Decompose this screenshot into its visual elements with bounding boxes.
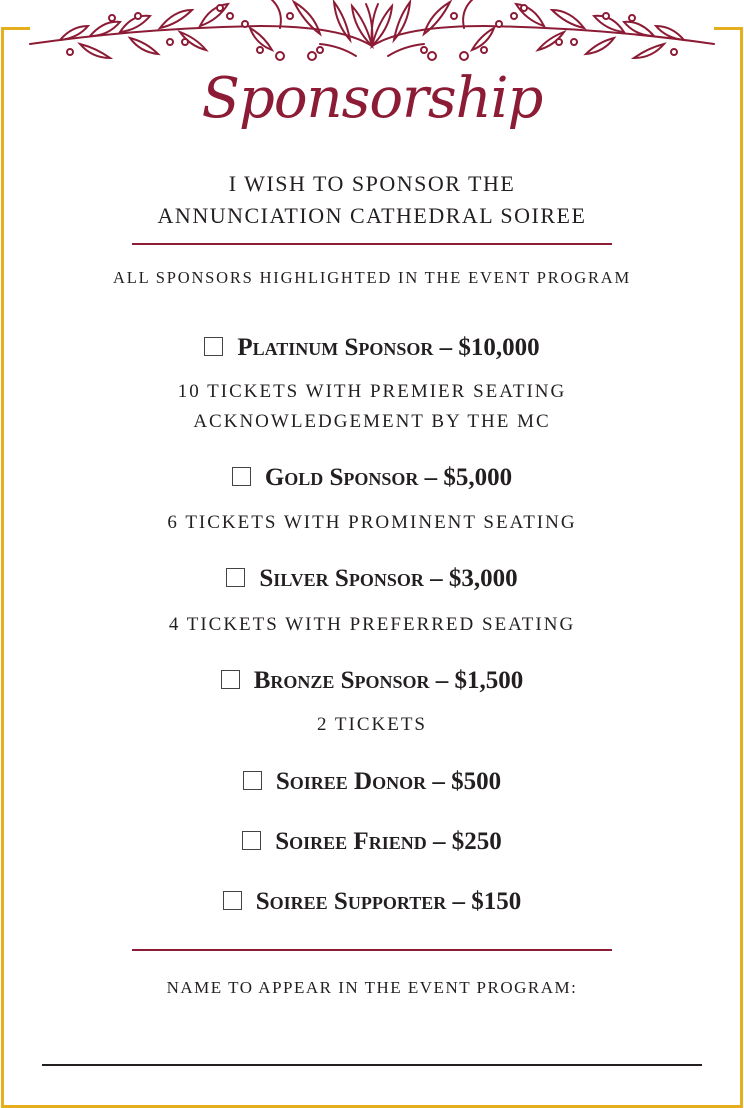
description-line: ACKNOWLEDGEMENT BY THE MC (193, 411, 551, 432)
tier-silver[interactable] (0, 565, 744, 593)
checkbox[interactable] (242, 831, 261, 850)
tier-platinum[interactable] (0, 334, 744, 362)
tier-donor[interactable] (0, 768, 744, 796)
checkbox[interactable] (243, 771, 262, 790)
tier-gold[interactable] (0, 464, 744, 492)
name-field-label: NAME TO APPEAR IN THE EVENT PROGRAM: (166, 978, 578, 997)
tier-label: Soiree Friend – $250 (275, 828, 502, 855)
checkbox[interactable] (226, 568, 245, 587)
tier-label: Bronze Sponsor – $1,500 (253, 667, 524, 694)
tier-friend[interactable] (0, 828, 744, 856)
checkbox[interactable] (204, 337, 223, 356)
description-line: 10 TICKETS WITH PREMIER SEATING (177, 381, 567, 402)
tier-supporter[interactable] (0, 888, 744, 916)
page-title: Sponsorship (201, 66, 543, 131)
tier-gold-description: 6 TICKETS WITH PROMINENT SEATING (167, 512, 577, 533)
tier-label: Platinum Sponsor – $10,000 (237, 334, 540, 361)
tier-bronze[interactable] (0, 667, 744, 695)
checkbox[interactable] (221, 670, 240, 689)
divider-top (132, 243, 612, 245)
tier-label: Soiree Donor – $500 (275, 768, 502, 795)
tier-silver-description: 4 TICKETS WITH PREFERRED SEATING (168, 614, 576, 635)
garland-ornament-icon (20, 0, 724, 66)
tier-label: Soiree Supporter – $150 (255, 888, 522, 915)
checkbox[interactable] (223, 891, 242, 910)
checkbox[interactable] (232, 467, 251, 486)
tier-platinum-description (0, 377, 744, 437)
intro-text (0, 168, 744, 232)
intro-line-1: I WISH TO SPONSOR THE (228, 171, 516, 196)
divider-bottom (132, 949, 612, 951)
sponsors-note: ALL SPONSORS HIGHLIGHTED IN THE EVENT PROGRAM (113, 268, 631, 287)
tier-label: Gold Sponsor – $5,000 (264, 464, 513, 491)
tier-bronze-description: 2 TICKETS (316, 714, 427, 735)
name-input-line[interactable] (42, 1064, 702, 1066)
intro-line-2: ANNUNCIATION CATHEDRAL SOIREE (157, 203, 587, 228)
tier-label: Silver Sponsor – $3,000 (259, 565, 518, 592)
